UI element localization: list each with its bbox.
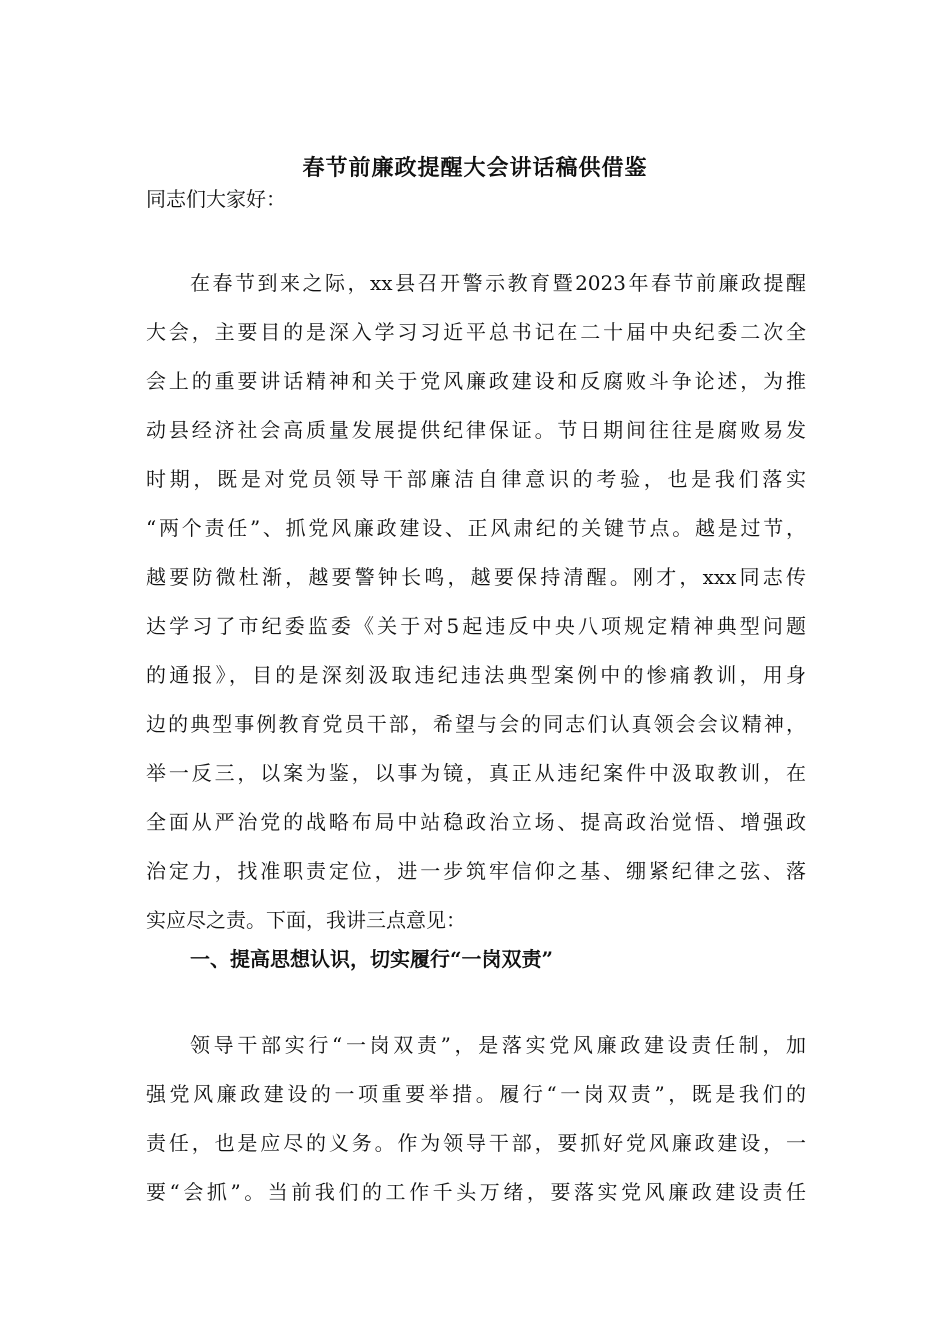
- paragraph-line: 责任，也是应尽的义务。作为领导干部，要抓好党风廉政建设，一: [146, 1131, 806, 1155]
- paragraph-line: 治定力，找准职责定位，进一步筑牢信仰之基、绷紧纪律之弦、落: [146, 859, 806, 883]
- paragraph-line: 在春节到来之际，xx县召开警示教育暨2023年春节前廉政提醒: [190, 271, 806, 295]
- greeting: 同志们大家好：: [146, 187, 286, 211]
- paragraph-line: 越要防微杜渐，越要警钟长鸣，越要保持清醒。刚才，xxx同志传: [146, 565, 806, 589]
- paragraph-line: 动县经济社会高质量发展提供纪律保证。节日期间往往是腐败易发: [146, 418, 806, 442]
- paragraph-line: 强党风廉政建设的一项重要举措。履行“一岗双责”，既是我们的: [146, 1082, 806, 1106]
- document-title: 春节前廉政提醒大会讲话稿供借鉴: [302, 155, 648, 181]
- paragraph-line: 要“会抓”。当前我们的工作千头万绪，要落实党风廉政建设责任: [146, 1180, 806, 1204]
- paragraph-line: 领导干部实行“一岗双责”，是落实党风廉政建设责任制，加: [190, 1033, 806, 1057]
- paragraph-line: “两个责任”、抓党风廉政建设、正风肃纪的关键节点。越是过节，: [146, 516, 806, 540]
- paragraph-line: 会上的重要讲话精神和关于党风廉政建设和反腐败斗争论述，为推: [146, 369, 806, 393]
- paragraph-line: 时期，既是对党员领导干部廉洁自律意识的考验，也是我们落实: [146, 467, 806, 491]
- paragraph-line: 实应尽之责。下面，我讲三点意见：: [146, 908, 466, 932]
- paragraph-line: 达学习了市纪委监委《关于对5起违反中央八项规定精神典型问题: [146, 614, 806, 638]
- paragraph-line: 大会，主要目的是深入学习习近平总书记在二十届中央纪委二次全: [146, 320, 806, 344]
- section-heading: 一、提高思想认识，切实履行“一岗双责”: [190, 947, 554, 971]
- paragraph-line: 边的典型事例教育党员干部，希望与会的同志们认真领会会议精神，: [146, 712, 806, 736]
- paragraph-line: 全面从严治党的战略布局中站稳政治立场、提高政治觉悟、增强政: [146, 810, 806, 834]
- paragraph-line: 的通报》，目的是深刻汲取违纪违法典型案例中的惨痛教训，用身: [146, 663, 806, 687]
- paragraph-line: 举一反三，以案为鉴，以事为镜，真正从违纪案件中汲取教训，在: [146, 761, 806, 785]
